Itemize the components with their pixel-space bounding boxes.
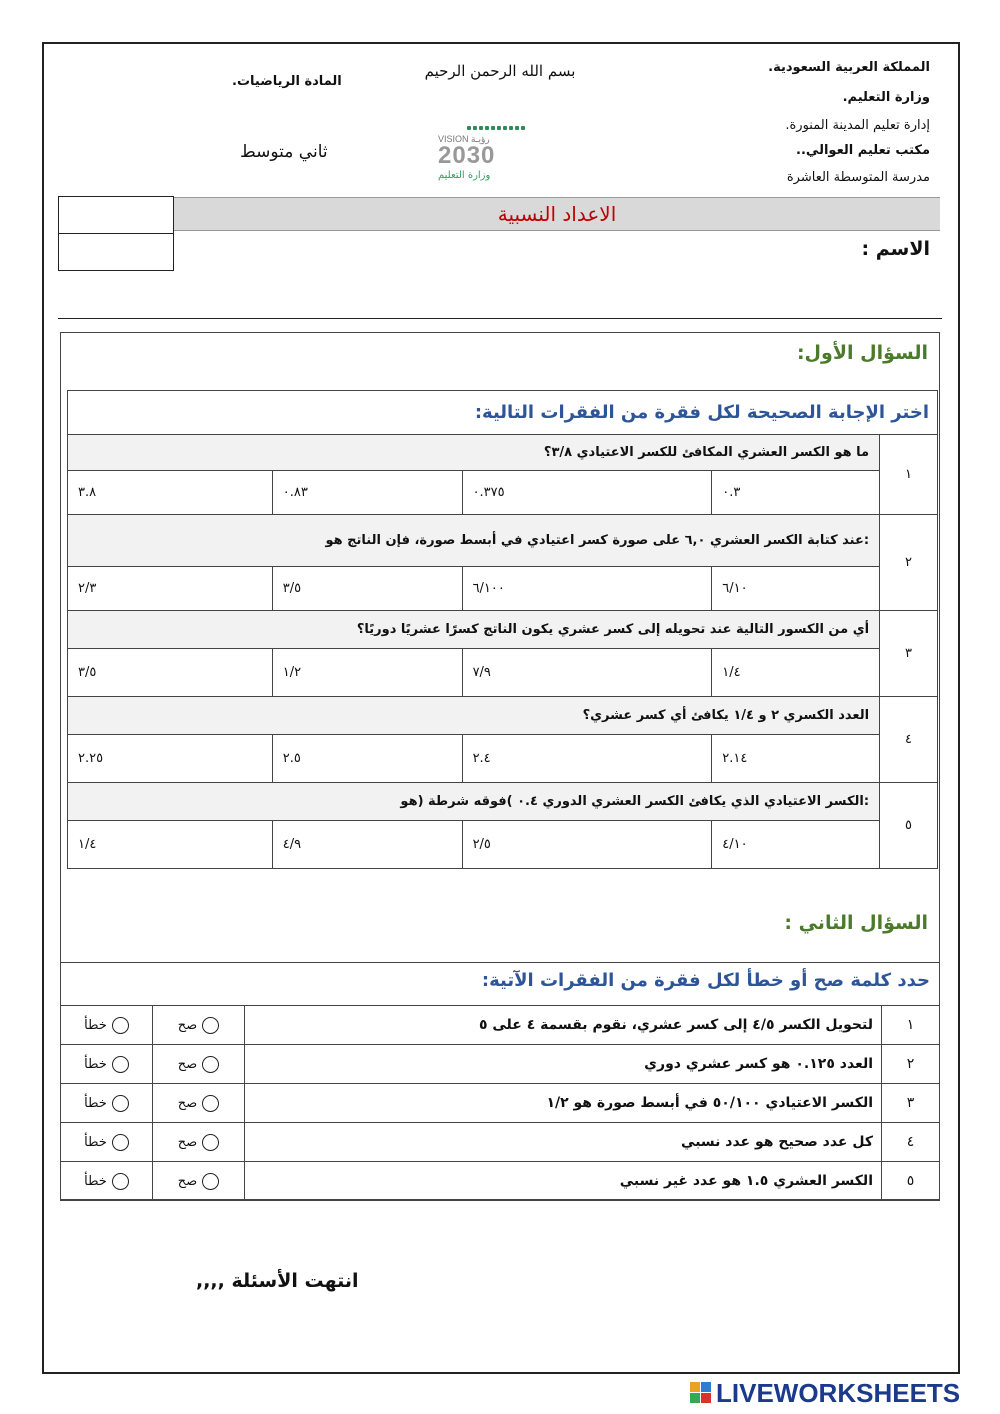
tf-row [61, 1006, 940, 1045]
header-office: مكتب تعليم العوالي.. [796, 143, 930, 158]
mcq-option[interactable]: ٠.٣٧٥ [462, 471, 712, 515]
mcq-item-text: :الكسر الاعتيادي الذي يكافئ الكسر العشري الدوري ٠.٤ )فوقه شرطة (هو [68, 783, 880, 821]
tf-false-option[interactable]: خطأ [61, 1084, 153, 1123]
tf-true-option[interactable]: صح [153, 1045, 245, 1084]
mcq-option[interactable]: ٠.٣ [712, 471, 880, 515]
mcq-option[interactable]: ١/٤ [712, 649, 880, 697]
mcq-option[interactable]: ٤/٩ [272, 821, 462, 869]
divider-line [58, 318, 942, 319]
mcq-option[interactable]: ١/٤ [68, 821, 273, 869]
tf-item-number: ٤ [882, 1123, 940, 1162]
radio-circle-icon[interactable] [112, 1056, 129, 1073]
tf-statement: العدد ٠.١٢٥ هو كسر عشري دوري [245, 1045, 882, 1084]
radio-circle-icon[interactable] [202, 1134, 219, 1151]
question-1-title: السؤال الأول: [796, 342, 928, 364]
tf-item-number: ٢ [882, 1045, 940, 1084]
tf-statement: لتحويل الكسر ٤/٥ إلى كسر عشري، نقوم بقسمة ٤ على ٥ [245, 1006, 882, 1045]
header-kingdom: المملكة العربية السعودية. [768, 60, 930, 75]
mcq-item-text: :عند كتابة الكسر العشري ٦,٠ على صورة كسر اعتيادي في أبسط صورة، فإن الناتج هو [68, 515, 880, 567]
bismillah-calligraphy: بسم الله الرحمن الرحيم [424, 62, 576, 80]
tf-item-number: ٣ [882, 1084, 940, 1123]
mcq-option[interactable]: ٢/٣ [68, 567, 273, 611]
vision-dots-icon [466, 116, 542, 130]
radio-circle-icon[interactable] [112, 1173, 129, 1190]
mcq-item-number: ٤ [880, 697, 938, 783]
tf-statement: الكسر الاعتيادي ٥٠/١٠٠ في أبسط صورة هو ١/٢ [245, 1084, 882, 1123]
tf-instruction: حدد كلمة صح أو خطأ لكل فقرة من الفقرات الآتية: [481, 970, 930, 991]
mcq-item-2-options-row [68, 567, 938, 611]
tf-false-option[interactable]: خطأ [61, 1006, 153, 1045]
mcq-item-2-question-row [68, 515, 938, 567]
liveworksheets-brand[interactable] [690, 1378, 960, 1408]
tf-item-number: ١ [882, 1006, 940, 1045]
radio-circle-icon[interactable] [112, 1095, 129, 1112]
mcq-item-text: العدد الكسري ٢ و ١/٤ يكافئ أي كسر عشري؟ [68, 697, 880, 735]
mcq-option[interactable]: ٢/٥ [462, 821, 712, 869]
mcq-instruction: اختر الإجابة الصحيحة لكل فقرة من الفقرات التالية: [474, 402, 929, 423]
tf-row [61, 1084, 940, 1123]
tf-true-option[interactable]: صح [153, 1084, 245, 1123]
ministry-logo-text: وزارة التعليم [438, 170, 491, 181]
mcq-item-1-options-row [68, 471, 938, 515]
radio-circle-icon[interactable] [202, 1017, 219, 1034]
subject-label: المادة الرياضيات. [232, 74, 342, 89]
mcq-option[interactable]: ٧/٩ [462, 649, 712, 697]
radio-circle-icon[interactable] [202, 1173, 219, 1190]
grade-label: ثاني متوسط [240, 142, 328, 162]
tf-true-option[interactable]: صح [153, 1006, 245, 1045]
brand-text: LIVEWORKSHEETS [716, 1377, 961, 1408]
tf-row [61, 1162, 940, 1201]
tf-true-option[interactable]: صح [153, 1162, 245, 1201]
mcq-item-5-options-row [68, 821, 938, 869]
tf-false-option[interactable]: خطأ [61, 1162, 153, 1201]
mcq-option[interactable]: ٢.٥ [272, 735, 462, 783]
mcq-item-number: ١ [880, 435, 938, 515]
tf-statement: الكسر العشري ١.٥ هو عدد غير نسبي [245, 1162, 882, 1201]
vision-2030-logo [432, 112, 552, 188]
mcq-option[interactable]: ٣.٨ [68, 471, 273, 515]
mcq-option[interactable]: ٣/٥ [272, 567, 462, 611]
radio-circle-icon[interactable] [112, 1017, 129, 1034]
mcq-option[interactable]: ٦/١٠ [712, 567, 880, 611]
worksheet-title: الاعداد النسبية [174, 197, 940, 231]
radio-circle-icon[interactable] [202, 1095, 219, 1112]
mcq-option[interactable]: ٦/١٠٠ [462, 567, 712, 611]
vision-year: 2030 [438, 142, 496, 169]
mcq-item-text: أي من الكسور التالية عند تحويله إلى كسر عشري يكون الناتج كسرًا عشريًا دوريًا؟ [68, 611, 880, 649]
mcq-instruction-cell [68, 391, 938, 435]
name-label: الاسم : [861, 238, 930, 260]
mcq-item-5-question-row [68, 783, 938, 821]
mcq-item-4-question-row [68, 697, 938, 735]
mcq-option[interactable]: ٠.٨٣ [272, 471, 462, 515]
tf-row [61, 1123, 940, 1162]
mcq-item-number: ٣ [880, 611, 938, 697]
radio-circle-icon[interactable] [202, 1056, 219, 1073]
mcq-option[interactable]: ١/٢ [272, 649, 462, 697]
mcq-option[interactable]: ٢.٢٥ [68, 735, 273, 783]
radio-circle-icon[interactable] [112, 1134, 129, 1151]
tf-item-number: ٥ [882, 1162, 940, 1201]
header-ministry: وزارة التعليم. [842, 90, 930, 105]
mcq-item-1-question-row [68, 435, 938, 471]
tf-row [61, 1045, 940, 1084]
score-box-top [58, 196, 174, 234]
mcq-option[interactable]: ٢.٤ [462, 735, 712, 783]
mcq-item-3-question-row [68, 611, 938, 649]
tf-true-option[interactable]: صح [153, 1123, 245, 1162]
header-school: مدرسة المتوسطة العاشرة [786, 170, 930, 185]
mcq-item-3-options-row [68, 649, 938, 697]
mcq-item-number: ٢ [880, 515, 938, 611]
mcq-option[interactable]: ٤/١٠ [712, 821, 880, 869]
q2-divider [60, 962, 940, 963]
liveworksheets-logo-icon [690, 1382, 712, 1404]
mcq-item-text: ما هو الكسر العشري المكافئ للكسر الاعتيادي ٣/٨؟ [68, 435, 880, 471]
tf-statement: كل عدد صحيح هو عدد نسبي [245, 1123, 882, 1162]
tf-false-option[interactable]: خطأ [61, 1123, 153, 1162]
mcq-item-4-options-row [68, 735, 938, 783]
header-administration: إدارة تعليم المدينة المنورة. [785, 118, 930, 133]
mcq-option[interactable]: ٣/٥ [68, 649, 273, 697]
vision-label: VISION رؤيـة [438, 134, 490, 144]
score-box-bottom [58, 233, 174, 271]
mcq-table [67, 390, 938, 869]
mcq-item-number: ٥ [880, 783, 938, 869]
tf-false-option[interactable]: خطأ [61, 1045, 153, 1084]
end-of-questions: انتهت الأسئلة ,,,, [196, 1270, 359, 1292]
mcq-option[interactable]: ٢.١٤ [712, 735, 880, 783]
true-false-table [60, 1005, 940, 1201]
question-2-title: السؤال الثاني : [784, 912, 928, 934]
